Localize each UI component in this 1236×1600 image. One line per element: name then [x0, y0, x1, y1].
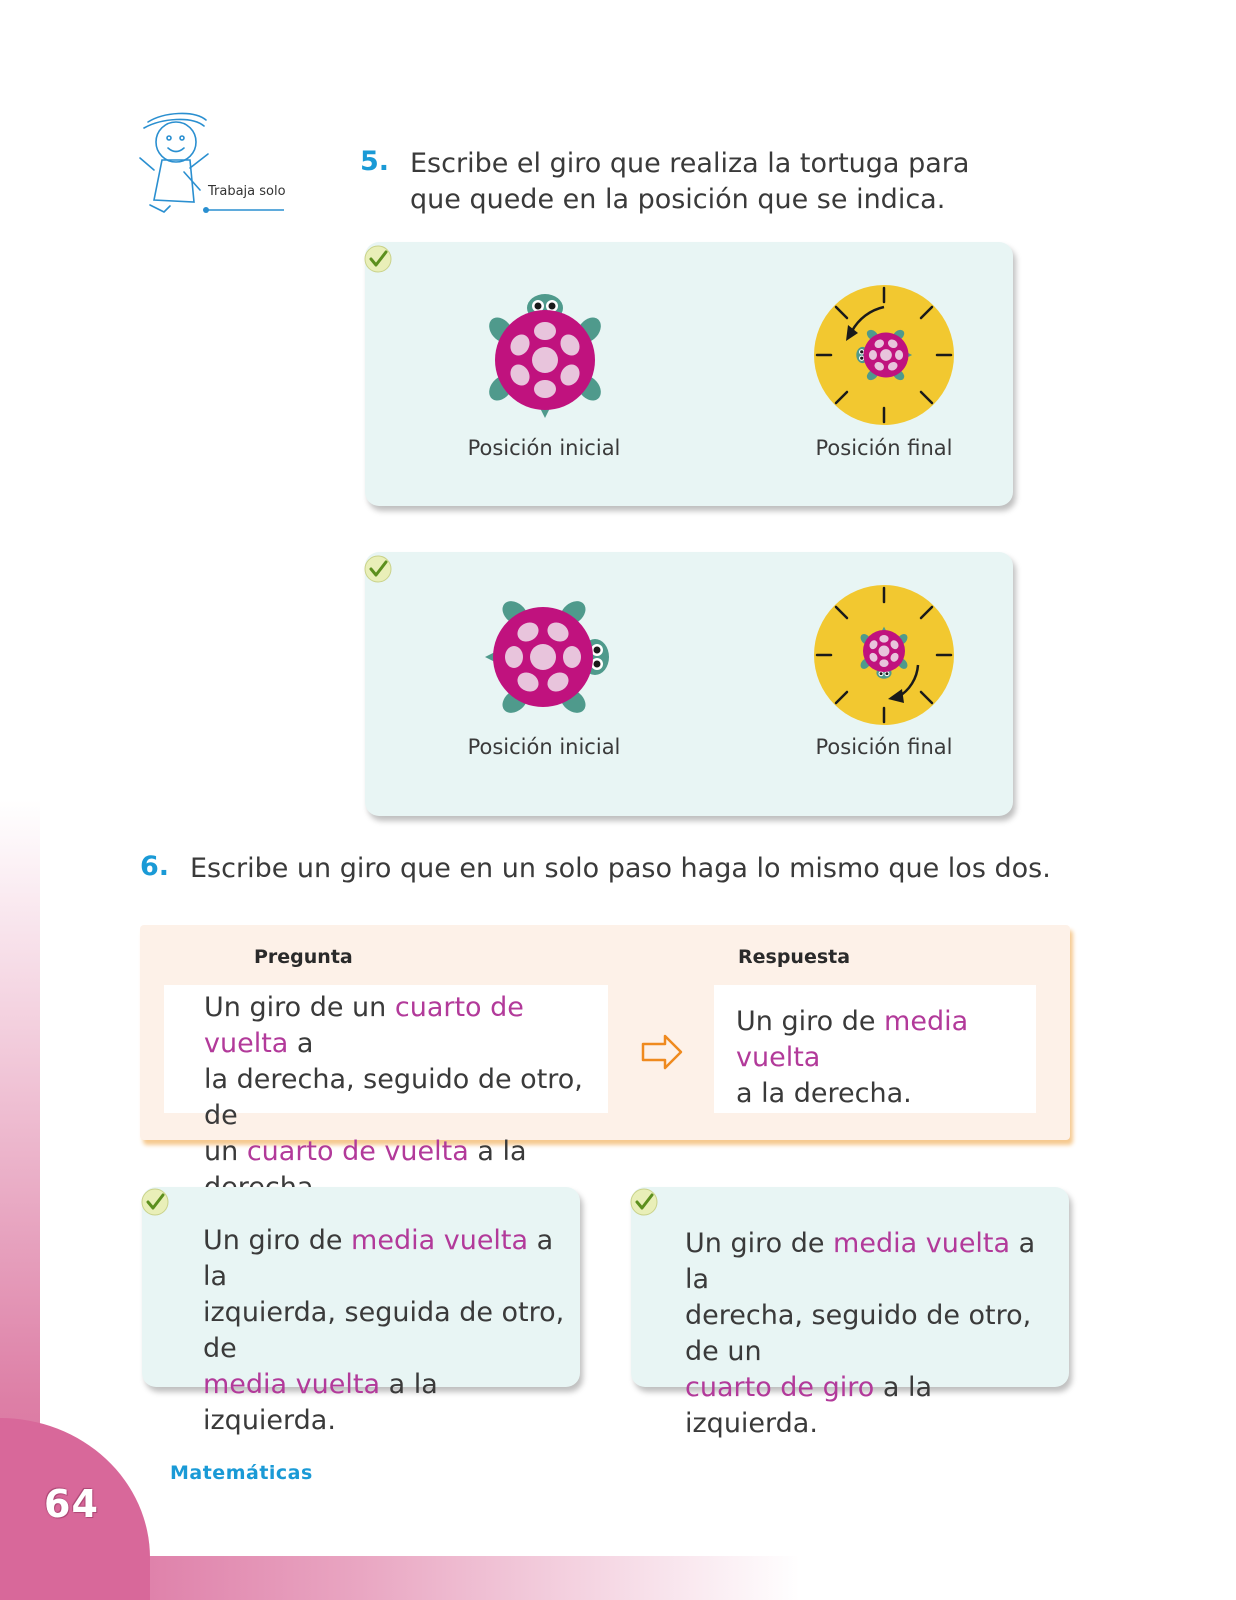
- question-6-number: 6.: [140, 851, 170, 882]
- checkmark-icon: [363, 554, 393, 584]
- respuesta-text: Un giro de media vuelta a la derecha.: [736, 1006, 969, 1109]
- answer-left-text: Un giro de media vuelta a la izquierda, seguida de otro, de media vuelta a la izquierda.: [203, 1225, 565, 1436]
- turtle-initial-icon: [475, 595, 615, 715]
- question-5-line1: Escribe el giro que realiza la tortuga para: [410, 148, 970, 179]
- checkmark-icon: [363, 244, 393, 274]
- question-5-line2: que quede en la posición que se indica.: [410, 184, 946, 215]
- caption-initial-2: Posición inicial: [467, 735, 621, 759]
- question-6-text: Escribe un giro que en un solo paso haga lo mismo que los dos.: [190, 853, 1051, 884]
- right-arrow-icon: [641, 1034, 683, 1070]
- child-drawing-icon: [134, 110, 294, 220]
- turtle-initial-icon: [485, 290, 605, 430]
- answer-right-text: Un giro de media vuelta a la derecha, seguido de otro, de un cuarto de giro a la izquierda.: [685, 1228, 1036, 1439]
- pregunta-text: Un giro de un cuarto de vuelta a la derecha, seguido de otro, de un cuarto de vuelta a la: [204, 992, 583, 1167]
- footer-subject: Matemáticas: [170, 1462, 313, 1484]
- turn-dial-2-icon: [814, 585, 954, 725]
- turn-dial-1-icon: [814, 285, 954, 425]
- page-number: 64: [44, 1482, 99, 1526]
- caption-final-1: Posición final: [815, 436, 953, 460]
- work-alone-label: Trabaja solo: [208, 184, 286, 199]
- caption-final-2: Posición final: [815, 735, 953, 759]
- respuesta-label: Respuesta: [738, 946, 851, 968]
- checkmark-icon: [140, 1187, 170, 1217]
- question-5-number: 5.: [360, 146, 390, 177]
- checkmark-icon: [629, 1187, 659, 1217]
- pregunta-label: Pregunta: [254, 946, 353, 968]
- caption-initial-1: Posición inicial: [467, 436, 621, 460]
